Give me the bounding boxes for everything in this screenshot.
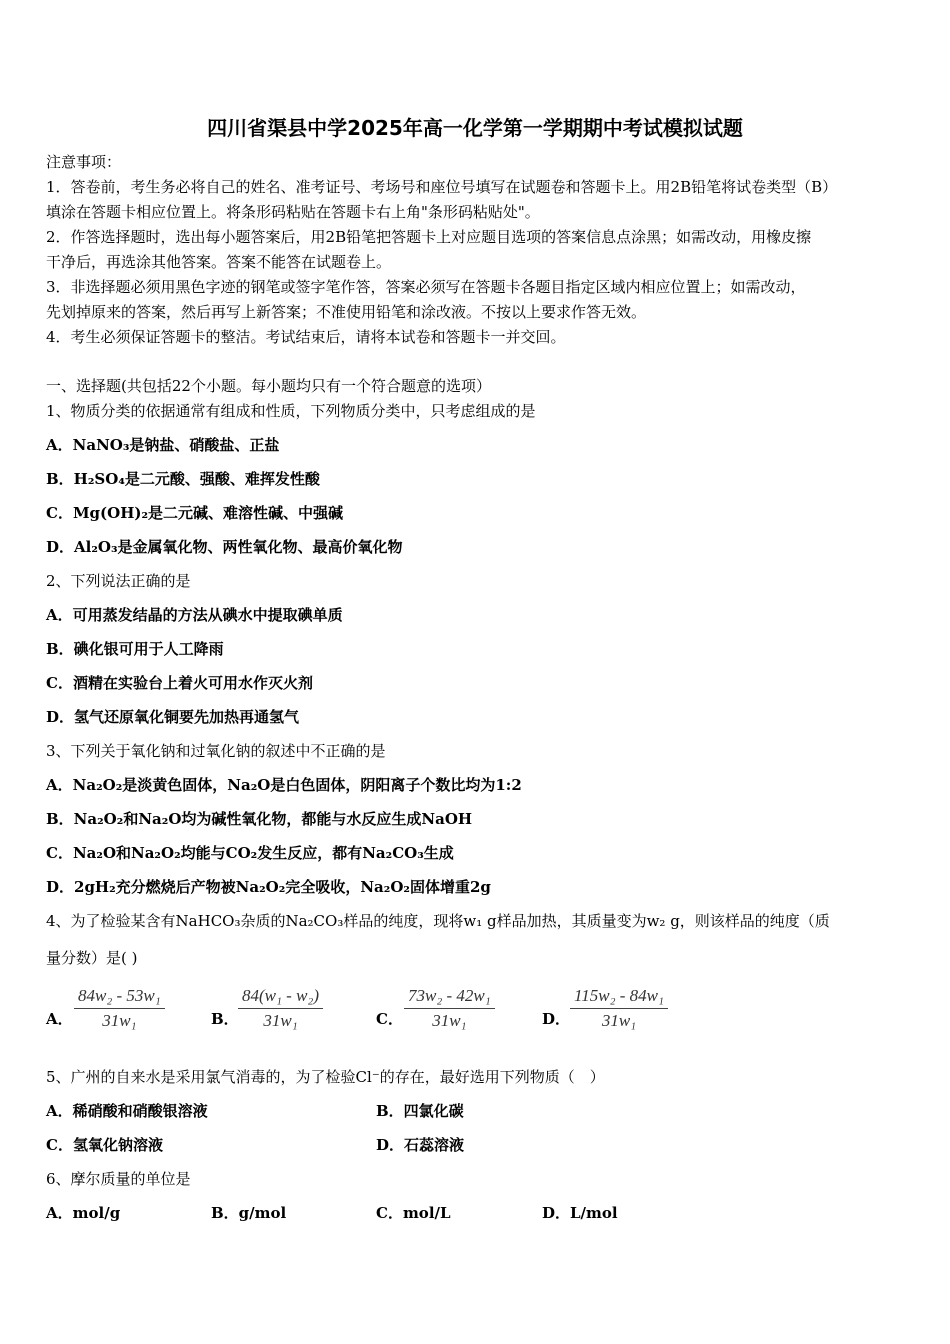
fraction-denominator: 31w₁ bbox=[601, 1011, 637, 1030]
notice-line: 干净后，再选涂其他答案。答案不能答在试题卷上。 bbox=[46, 253, 392, 271]
question-3-option-a: A．Na₂O₂是淡黄色固体，Na₂O是白色固体，阴阳离子个数比均为1:2 bbox=[46, 776, 522, 794]
question-2-stem: 2、下列说法正确的是 bbox=[46, 572, 191, 590]
question-4-option-b-label: B． bbox=[211, 1010, 239, 1028]
question-5-option-b: B．四氯化碳 bbox=[376, 1102, 464, 1120]
section-heading: 一、选择题(共包括22个小题。每小题均只有一个符合题意的选项） bbox=[46, 377, 491, 395]
question-3-option-b: B．Na₂O₂和Na₂O均为碱性氧化物，都能与水反应生成NaOH bbox=[46, 810, 473, 828]
fraction-denominator: 31w₁ bbox=[102, 1011, 137, 1030]
question-4-option-b-fraction bbox=[238, 986, 323, 1031]
question-4-option-c-fraction bbox=[404, 986, 495, 1031]
question-3-stem: 3、下列关于氧化钠和过氧化钠的叙述中不正确的是 bbox=[46, 742, 386, 760]
notice-line: 4．考生必须保证答题卡的整洁。考试结束后，请将本试卷和答题卡一并交回。 bbox=[46, 328, 566, 346]
notice-line: 先划掉原来的答案，然后再写上新答案；不准使用铅笔和涂改液。不按以上要求作答无效。 bbox=[46, 303, 647, 321]
question-5-option-c: C．氢氧化钠溶液 bbox=[46, 1136, 163, 1154]
question-2-option-c: C．酒精在实验台上着火可用水作灭火剂 bbox=[46, 674, 313, 692]
question-6-option-a: A．mol/g bbox=[46, 1204, 121, 1222]
question-6-option-b: B．g/mol bbox=[211, 1204, 287, 1222]
fraction-numerator: 84w₂ - 53w₁ bbox=[74, 986, 165, 1009]
notice-heading: 注意事项： bbox=[46, 153, 122, 171]
notice-line: 3．非选择题必须用黑色字迹的钢笔或签字笔作答，答案必须写在答题卡各题目指定区域内相应位置上；如需改动， bbox=[46, 278, 806, 296]
question-4-option-d-fraction bbox=[570, 986, 668, 1031]
question-4-option-a-label: A． bbox=[46, 1010, 73, 1028]
question-2-option-b: B．碘化银可用于人工降雨 bbox=[46, 640, 224, 658]
question-4-option-d-label: D． bbox=[542, 1010, 571, 1028]
page-title: 四川省渠县中学2025年高一化学第一学期期中考试模拟试题 bbox=[207, 116, 743, 140]
question-1-stem: 1、物质分类的依据通常有组成和性质，下列物质分类中，只考虑组成的是 bbox=[46, 402, 536, 420]
question-1-option-d: D．Al₂O₃是金属氧化物、两性氧化物、最高价氧化物 bbox=[46, 538, 403, 556]
notice-line: 2．作答选择题时，选出每小题答案后，用2B铅笔把答题卡上对应题目选项的答案信息点涂黑；如需改动，用橡皮擦 bbox=[46, 228, 812, 246]
question-4-stem-continued: 量分数）是( ) bbox=[46, 949, 138, 967]
question-6-option-c: C．mol/L bbox=[376, 1204, 451, 1222]
fraction-numerator: 115w₂ - 84w₁ bbox=[570, 986, 668, 1009]
question-5-stem: 5、广州的自来水是采用氯气消毒的，为了检验Cl⁻的存在，最好选用下列物质（ ） bbox=[46, 1068, 605, 1086]
question-3-option-c: C．Na₂O和Na₂O₂均能与CO₂发生反应，都有Na₂CO₃生成 bbox=[46, 844, 454, 862]
question-4-stem: 4、为了检验某含有NaHCO₃杂质的Na₂CO₃样品的纯度，现将w₁ g样品加热，其质量变为w₂ g，则该样品的纯度（质 bbox=[46, 912, 830, 930]
fraction-denominator: 31w₁ bbox=[432, 1011, 467, 1030]
question-4-option-c-label: C． bbox=[376, 1010, 403, 1028]
question-5-option-d: D．石蕊溶液 bbox=[376, 1136, 465, 1154]
notice-line: 1．答卷前，考生务必将自己的姓名、准考证号、考场号和座位号填写在试题卷和答题卡上。用2B铅笔将试卷类型（B） bbox=[46, 178, 838, 196]
question-1-option-a: A．NaNO₃是钠盐、硝酸盐、正盐 bbox=[46, 436, 280, 454]
fraction-denominator: 31w₁ bbox=[263, 1011, 298, 1030]
question-5-option-a: A．稀硝酸和硝酸银溶液 bbox=[46, 1102, 208, 1120]
question-1-option-b: B．H₂SO₄是二元酸、强酸、难挥发性酸 bbox=[46, 470, 320, 488]
question-4-option-a-fraction bbox=[74, 986, 165, 1031]
fraction-numerator: 84(w₁ - w₂) bbox=[238, 986, 323, 1009]
question-3-option-d: D．2gH₂充分燃烧后产物被Na₂O₂完全吸收，Na₂O₂固体增重2g bbox=[46, 878, 491, 896]
question-6-stem: 6、摩尔质量的单位是 bbox=[46, 1170, 191, 1188]
question-2-option-a: A．可用蒸发结晶的方法从碘水中提取碘单质 bbox=[46, 606, 343, 624]
question-1-option-c: C．Mg(OH)₂是二元碱、难溶性碱、中强碱 bbox=[46, 504, 344, 522]
question-6-option-d: D．L/mol bbox=[542, 1204, 618, 1222]
fraction-numerator: 73w₂ - 42w₁ bbox=[404, 986, 495, 1009]
notice-line: 填涂在答题卡相应位置上。将条形码粘贴在答题卡右上角"条形码粘贴处"。 bbox=[46, 203, 540, 221]
question-2-option-d: D．氢气还原氧化铜要先加热再通氢气 bbox=[46, 708, 300, 726]
